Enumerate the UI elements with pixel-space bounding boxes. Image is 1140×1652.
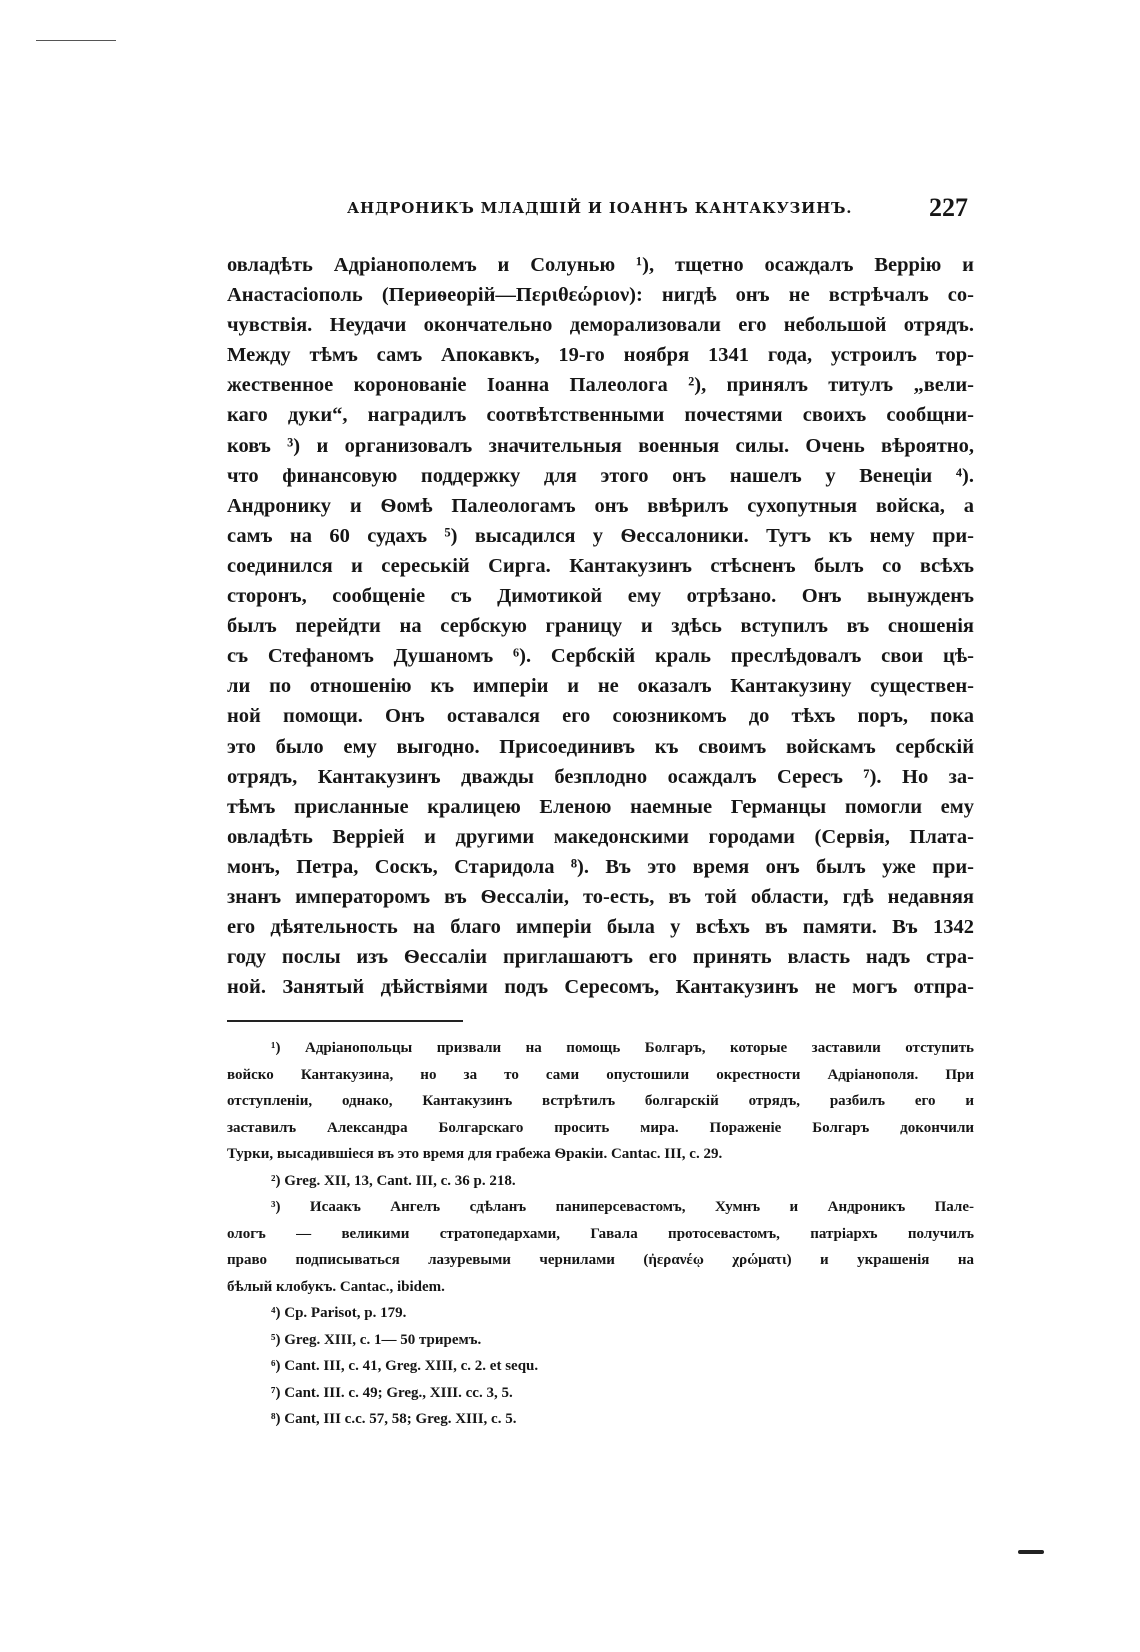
scan-artifact-top bbox=[36, 40, 116, 41]
footnote-line: ологъ — великими стратопедархами, Гавала протосевастомъ, патріархъ получилъ bbox=[227, 1225, 974, 1242]
body-line: монъ, Петра, Соскъ, Старидола ⁸). Въ это время онъ былъ уже при- bbox=[227, 855, 974, 878]
footnote-line: ³) Исаакъ Ангелъ сдѣланъ паниперсевастомъ, Хумнъ и Андроникъ Пале- bbox=[271, 1199, 974, 1215]
body-line: былъ перейдти на сербскую границу и здѣсь вступилъ въ сношенія bbox=[227, 615, 974, 638]
body-line: ковъ ³) и организовалъ значительныя военныя силы. Очень вѣроятно, bbox=[227, 434, 974, 457]
body-line: каго дуки“, наградилъ соотвѣтственными почестями своихъ сообщни- bbox=[227, 404, 974, 427]
body-line: Андронику и Ѳомѣ Палеологамъ онъ ввѣрилъ сухопутныя войска, а bbox=[227, 494, 974, 517]
body-line: ли по отношенію къ имперіи и не оказалъ Кантакузину существен- bbox=[227, 675, 974, 698]
footnote-line: право подписываться лазуревыми чернилами (ἠερανέῳ χρώματι) и украшенія на bbox=[227, 1252, 974, 1268]
body-text bbox=[227, 250, 974, 1002]
footnote-line: ²) Greg. XII, 13, Cant. III, c. 36 p. 218. bbox=[271, 1172, 516, 1189]
body-line: отрядъ, Кантакузинъ дважды безплодно осаждалъ Сересъ ⁷). Но за- bbox=[227, 765, 974, 788]
body-line: жественное коронованіе Іоанна Палеолога ²), принялъ титулъ „вели- bbox=[227, 374, 974, 397]
body-line: самъ на 60 судахъ ⁵) высадился у Ѳессалоники. Тутъ къ нему при- bbox=[227, 524, 974, 547]
body-line: тѣмъ присланные кралицею Еленою наемные Германцы помогли ему bbox=[227, 795, 974, 818]
body-line: сторонъ, сообщеніе съ Димотикой ему отрѣзано. Онъ вынужденъ bbox=[227, 585, 974, 608]
body-line: овладѣть Адріанополемъ и Солунью ¹), тщетно осаждалъ Веррію и bbox=[227, 254, 974, 276]
body-line: соединился и сереській Сирга. Кантакузинъ стѣсненъ былъ со всѣхъ bbox=[227, 554, 974, 577]
running-title: АНДРОНИКЪ МЛАДШІЙ И ІОАННЪ КАНТАКУЗИНЪ. bbox=[347, 199, 853, 217]
footnote-line: ¹) Адріанопольцы призвали на помощь Болгаръ, которые заставили отступить bbox=[271, 1040, 974, 1056]
body-line: году послы изъ Ѳессаліи приглашаютъ его принять власть надъ стра- bbox=[227, 946, 974, 969]
scan-artifact-right bbox=[1018, 1550, 1044, 1554]
body-line: ной помощи. Онъ оставался его союзникомъ до тѣхъ поръ, пока bbox=[227, 705, 974, 728]
footnote-line: ⁶) Cant. III, c. 41, Greg. XIII, c. 2. et sequ. bbox=[271, 1358, 539, 1374]
body-line: что финансовую поддержку для этого онъ нашелъ у Венеціи ⁴). bbox=[227, 464, 974, 487]
body-line: это было ему выгодно. Присоединивъ къ своимъ войскамъ сербскій bbox=[227, 735, 974, 758]
footnote-line: войско Кантакузина, но за то сами опустошили окрестности Адріанополя. При bbox=[227, 1066, 974, 1083]
body-line: Между тѣмъ самъ Апокавкъ, 19-го ноября 1341 года, устроилъ тор- bbox=[227, 344, 974, 367]
footnote-divider bbox=[227, 1020, 463, 1022]
footnote-line: ⁷) Cant. III. c. 49; Greg., XIII. cc. 3, 5. bbox=[271, 1384, 513, 1401]
body-line: съ Стефаномъ Душаномъ ⁶). Сербскій краль преслѣдовалъ свои цѣ- bbox=[227, 645, 974, 668]
body-line: ной. Занятый дѣйствіями подъ Сересомъ, Кантакузинъ не могъ отпра- bbox=[227, 976, 974, 999]
body-line: чувствія. Неудачи окончательно деморализовали его небольшой отрядъ. bbox=[227, 314, 974, 337]
footnote-line: ⁴) Cp. Parisot, p. 179. bbox=[271, 1305, 407, 1321]
body-line: знанъ императоромъ въ Ѳессаліи, то-есть, въ той области, гдѣ недавняя bbox=[227, 885, 974, 908]
footnote-line: ⁵) Greg. XIII, c. 1— 50 триремъ. bbox=[271, 1331, 482, 1348]
footnote-line: ⁸) Cant, III c.c. 57, 58; Greg. XIII, c. 5. bbox=[271, 1411, 517, 1427]
body-line: Анастасіополь (Периѳеорій—Περιθεώριον): нигдѣ онъ не встрѣчалъ со- bbox=[227, 284, 974, 307]
body-line: его дѣятельность на благо имперіи была у всѣхъ въ памяти. Въ 1342 bbox=[227, 916, 974, 939]
footnote-line: Турки, высадившіеся въ это время для грабежа Ѳракіи. Cantac. III, c. 29. bbox=[227, 1146, 723, 1162]
footnote-line: отступленіи, однако, Кантакузинъ встрѣтилъ болгарскій отрядъ, разбилъ его и bbox=[227, 1093, 974, 1109]
page-header bbox=[227, 195, 974, 229]
footnote-line: заставилъ Александра Болгарскаго просить мира. Пораженіе Болгаръ докончили bbox=[227, 1119, 974, 1136]
body-line: овладѣть Верріей и другими македонскими городами (Сервія, Плата- bbox=[227, 825, 974, 848]
footnote-line: бѣлый клобукъ. Cantac., ibidem. bbox=[227, 1278, 445, 1295]
footnotes bbox=[227, 1035, 974, 1433]
page-number: 227 bbox=[929, 193, 968, 222]
